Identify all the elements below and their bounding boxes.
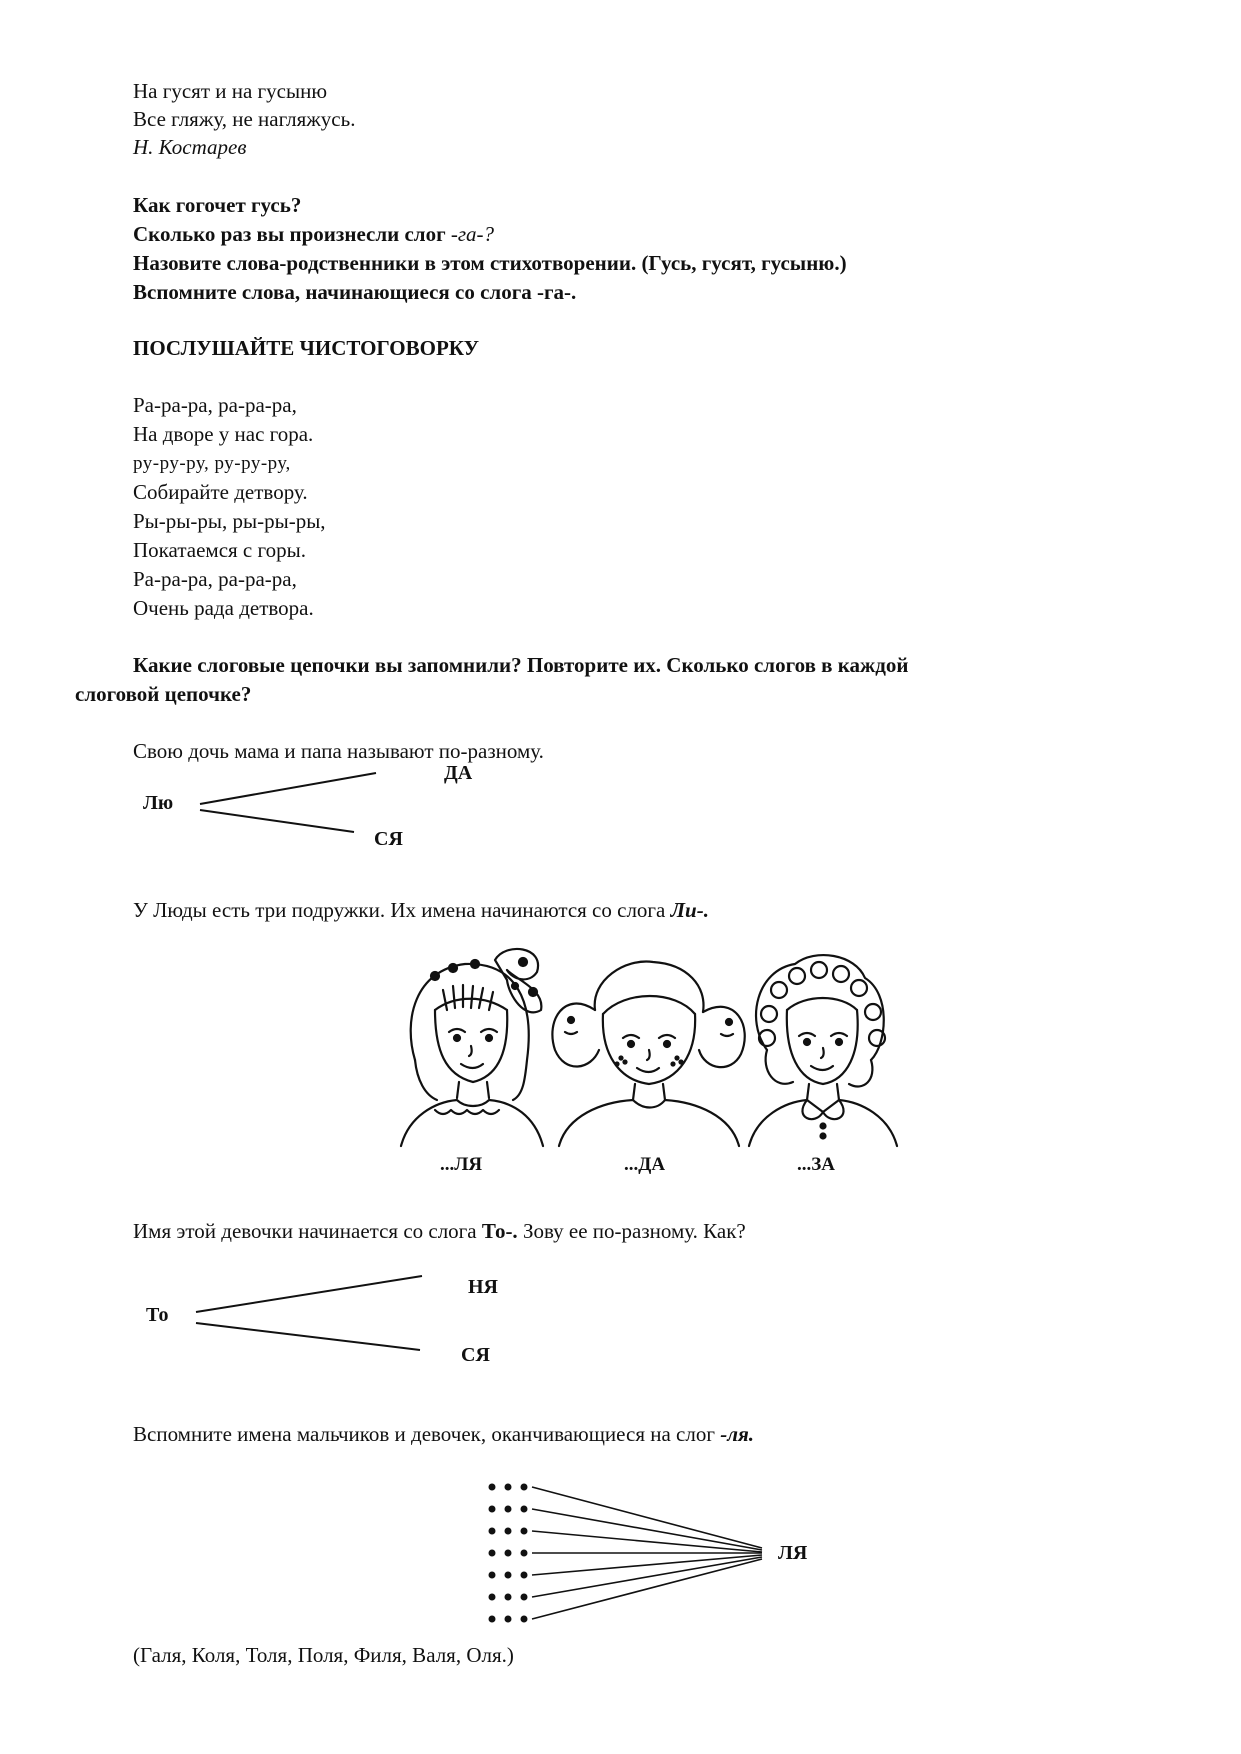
poem-line-2: Все гляжу, не нагляжусь. bbox=[133, 107, 356, 131]
fan-lines bbox=[532, 1487, 762, 1619]
lyu-root-label: Лю bbox=[143, 792, 174, 814]
to-root-label: То bbox=[146, 1304, 169, 1326]
to-intro-suffix: Зову ее по-разному. Как? bbox=[522, 1219, 746, 1243]
question-1: Как гогочет гусь? bbox=[133, 193, 302, 217]
girl-caption-lya: ...ЛЯ bbox=[440, 1154, 483, 1175]
to-branch-nya: НЯ bbox=[468, 1276, 498, 1298]
twister-line-6: Покатаемся с горы. bbox=[133, 538, 306, 562]
dot-rows bbox=[489, 1484, 528, 1623]
twister-line-7: Ра-ра-ра, ра-ра-ра, bbox=[133, 567, 297, 591]
chain-question-line-1: Какие слоговые цепочки вы запомнили? Повторите их. Сколько слогов в каждой bbox=[133, 653, 909, 677]
lyu-branch-sya: СЯ bbox=[374, 828, 403, 850]
to-intro-syllable: То-. bbox=[481, 1219, 518, 1243]
girl-caption-da: ...ДА bbox=[624, 1154, 666, 1175]
friends-intro-syllable: Ли-. bbox=[670, 898, 709, 922]
friends-intro-prefix: У Люды есть три подружки. Их имена начинаются со слога bbox=[133, 898, 666, 922]
question-4: Вспомните слова, начинающиеся со слога -га-. bbox=[133, 280, 577, 304]
twister-line-1: Ра-ра-ра, ра-ра-ра, bbox=[133, 393, 297, 417]
lyu-branch-da: ДА bbox=[444, 762, 473, 784]
question-2-syllable: -га-? bbox=[450, 222, 495, 246]
lyu-intro-text: Свою дочь мама и папа называют по-разному. bbox=[133, 739, 544, 763]
poem-author: Н. Костарев bbox=[133, 135, 247, 159]
twister-line-4: Собирайте детвору. bbox=[133, 480, 308, 504]
girl-caption-za: ...ЗА bbox=[797, 1154, 835, 1175]
lya-target-label: ЛЯ bbox=[778, 1542, 808, 1564]
lya-intro-prefix: Вспомните имена мальчиков и девочек, оканчивающиеся на слог bbox=[133, 1422, 715, 1446]
to-branch-sya: СЯ bbox=[461, 1344, 490, 1366]
twister-line-2: На дворе у нас гора. bbox=[133, 422, 314, 446]
to-intro-prefix: Имя этой девочки начинается со слога bbox=[133, 1219, 477, 1243]
lya-intro-syllable: -ля. bbox=[720, 1422, 755, 1446]
twister-line-3: ру-ру-ру, ру-ру-ру, bbox=[133, 453, 291, 474]
chain-question-line-2: слоговой цепочке? bbox=[75, 682, 252, 706]
tongue-twister-heading: ПОСЛУШАЙТЕ ЧИСТОГОВОРКУ bbox=[133, 336, 479, 360]
question-3: Назовите слова-родственники в этом стихотворении. (Гусь, гусят, гусыню.) bbox=[133, 251, 847, 275]
lya-answer: (Галя, Коля, Толя, Поля, Филя, Валя, Оля.) bbox=[133, 1643, 514, 1667]
poem-line-1: На гусят и на гусыню bbox=[133, 79, 328, 103]
twister-line-8: Очень рада детвора. bbox=[133, 596, 314, 620]
question-2-text: Сколько раз вы произнесли слог bbox=[133, 222, 446, 246]
twister-line-5: Ры-ры-ры, ры-ры-ры, bbox=[133, 509, 326, 533]
